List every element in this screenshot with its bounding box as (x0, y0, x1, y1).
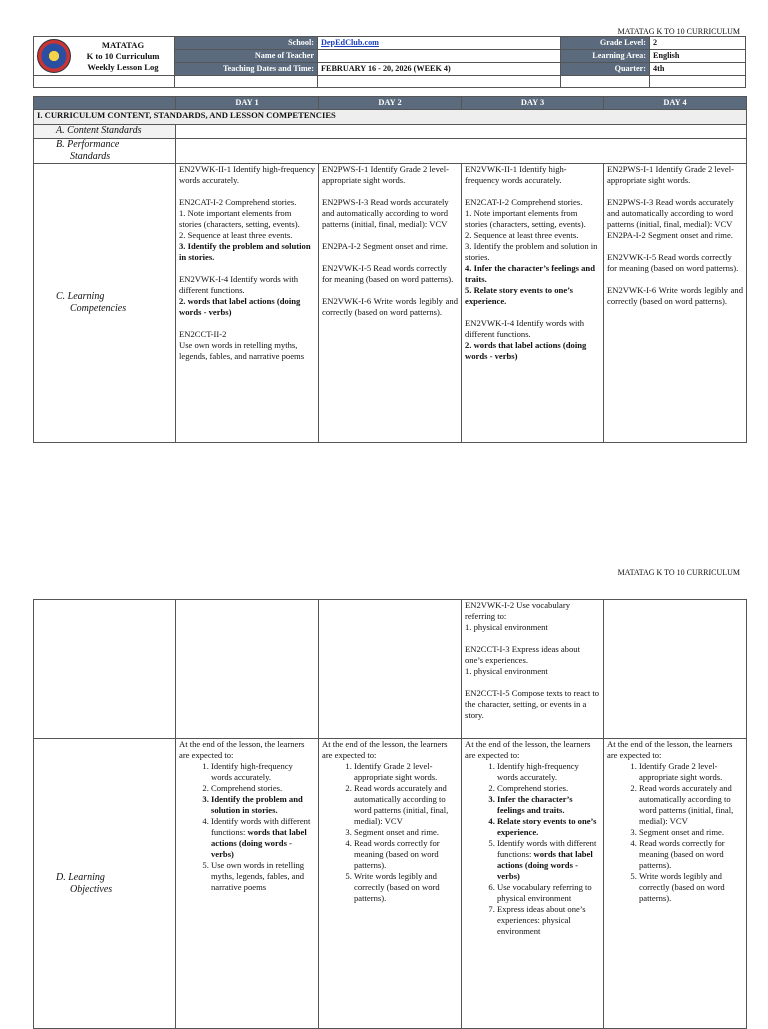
objectives-day2: At the end of the lesson, the learners are expected to: 1. Identify Grade 2 level-appropriate sight words. 2. Read words accurately and automatically according to word patterns (initial, final, medial): VCV 3. Segment onset and rime. 4. Read words correctly for meaning (based on word patterns). 5. Write words legibly and correctly (based on word patterns). (319, 739, 462, 1029)
competencies-day4: EN2PWS-I-1 Identify Grade 2 level-appropriate sight words. EN2PWS-I-3 Read words accurately and automatically according to word patterns (initial, final, medial): VCV EN2PA-I-2 Segment onset and rime. EN2VWK-I-5 Read words correctly for meaning (based on word patterns). EN2VWK-I-6 Write words legibly and correctly (based on word patterns). (604, 164, 747, 443)
performance-standards-label: B. Performance Standards (34, 139, 176, 164)
dates-value: FEBRUARY 16 - 20, 2026 (WEEK 4) (318, 63, 561, 76)
lesson-table-page1 (33, 96, 747, 443)
learning-area-label: Learning Area: (561, 50, 650, 63)
grade-label: Grade Level: (561, 37, 650, 50)
deped-seal-logo (37, 39, 71, 73)
school-link[interactable]: DepEdClub.com (321, 38, 380, 47)
day4-header: DAY 4 (604, 97, 747, 110)
day1-header: DAY 1 (176, 97, 319, 110)
day2-header: DAY 2 (319, 97, 462, 110)
objectives-day3: At the end of the lesson, the learners are expected to: 1. Identify high-frequency words accurately. 2. Comprehend stories. 3. Infer the character’s feelings and traits. 4. Relate story events to one’s experience. 5. Identify words with different functions: words that label actions (doing words - verbs) 6. Use vocabulary referring to physical environment 7. Express ideas about one’s experiences: physical environment (462, 739, 604, 1029)
curriculum-label-top: MATATAG K TO 10 CURRICULUM (617, 27, 740, 36)
objectives-day1: At the end of the lesson, the learners are expected to: 1. Identify high-frequency words accurately. 2. Comprehend stories. 3. Identify the problem and solution in stories. 4. Identify words with different functions: words that label actions (doing words - verbs) 5. Use own words in retelling myths, legends, fables, and narrative poems (176, 739, 319, 1029)
content-standards-label: A. Content Standards (34, 125, 176, 139)
quarter-value: 4th (650, 63, 746, 76)
header-title-cell (34, 37, 175, 76)
title-line-3: Weekly Lesson Log (87, 61, 159, 72)
competencies-day1: EN2VWK-II-1 Identify high-frequency words accurately. EN2CAT-I-2 Comprehend stories. 1. Note important elements from stories (characters, setting, events). 2. Sequence at least three events. 3. Identify the problem and solution in stories. EN2VWK-I-4 Identify words with different functions. 2. words that label actions (doing words - verbs) EN2CCT-II-2 Use own words in retelling myths, legends, fables, and narrative poems (176, 164, 319, 443)
dates-label: Teaching Dates and Time: (175, 63, 318, 76)
quarter-label: Quarter: (561, 63, 650, 76)
teacher-label: Name of Teacher (175, 50, 318, 63)
grade-value: 2 (650, 37, 746, 50)
objectives-day4: At the end of the lesson, the learners are expected to: 1. Identify Grade 2 level-appropriate sight words. 2. Read words accurately and automatically according to word patterns (initial, final, medial): VCV 3. Segment onset and rime. 4. Read words correctly for meaning (based on word patterns). 5. Write words legibly and correctly (based on word patterns). (604, 739, 747, 1029)
competencies-day3: EN2VWK-II-1 Identify high-frequency words accurately. EN2CAT-I-2 Comprehend stories. 1. Note important elements from stories (characters, setting, events). 2. Sequence at least three events. 3. Identify the problem and solution in stories. 4. Infer the character’s feelings and traits. 5. Relate story events to one’s experience. EN2VWK-I-4 Identify words with different functions. 2. words that label actions (doing words - verbs) (462, 164, 604, 443)
lesson-table-page2 (33, 599, 747, 1029)
title-line-2: K to 10 Curriculum (86, 50, 160, 61)
day3-header: DAY 3 (462, 97, 604, 110)
title-line-1: MATATAG (101, 39, 145, 50)
learning-competencies-label: C. Learning Competencies (34, 164, 176, 443)
competencies-day3-continued: EN2VWK-I-2 Use vocabulary referring to: 1. physical environment EN2CCT-I-3 Express ideas about one’s experiences. 1. physical environment EN2CCT-I-5 Compose texts to react to the character, setting, or events in a story. (462, 600, 604, 739)
school-label: School: (175, 37, 318, 50)
header-table (33, 36, 746, 88)
competencies-day2: EN2PWS-I-1 Identify Grade 2 level-appropriate sight words. EN2PWS-I-3 Read words accurately and automatically according to word patterns (initial, final, medial): VCV EN2PA-I-2 Segment onset and rime. EN2VWK-I-5 Read words correctly for meaning (based on word patterns). EN2VWK-I-6 Write words legibly and correctly (based on word patterns). (319, 164, 462, 443)
learning-objectives-label: D. Learning Objectives (34, 739, 176, 1029)
learning-area-value: English (650, 50, 746, 63)
section-title: I. CURRICULUM CONTENT, STANDARDS, AND LESSON COMPETENCIES (34, 110, 747, 125)
teacher-value (318, 50, 561, 63)
curriculum-label-page2: MATATAG K TO 10 CURRICULUM (617, 568, 740, 577)
